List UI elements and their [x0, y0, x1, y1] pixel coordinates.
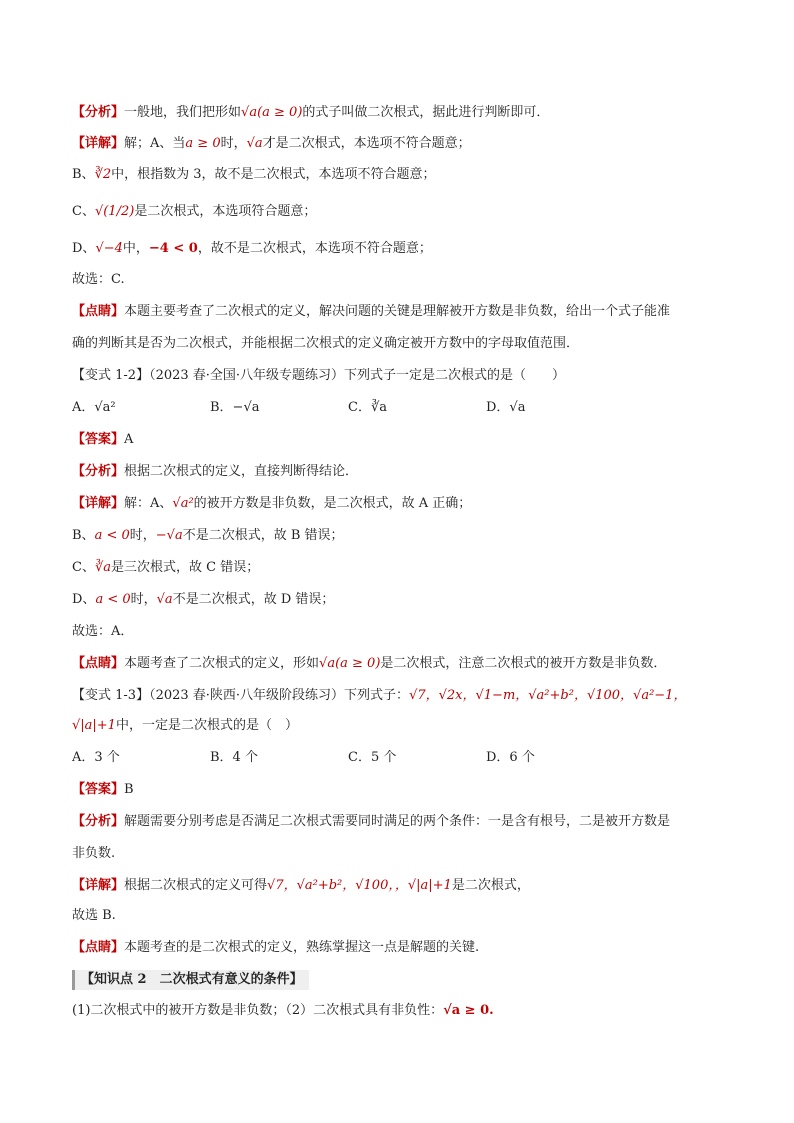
math-expression: a < 0 — [95, 592, 131, 607]
choose-line: 故选：C. — [72, 272, 125, 287]
option-a: A．3 个 — [72, 750, 120, 765]
detail-line-d: D、a < 0时，√a不是二次根式，故 D 错误； — [72, 592, 335, 607]
detail-tag: 【详解】 — [72, 878, 125, 893]
math-expression: −4 < 0 — [148, 241, 198, 256]
math-expression: √−4 — [95, 241, 123, 256]
analysis-line: 【分析】根据二次根式的定义，直接判断得结论． — [72, 464, 359, 479]
answer-tag: 【答案】 — [72, 782, 125, 797]
detail-line: 【详解】解；A、当a ≥ 0时，√a才是二次根式，本选项不符合题意； — [72, 136, 471, 151]
detail-tag: 【详解】 — [72, 496, 125, 511]
analysis-line: 【分析】解题需要分别考虑是否满足二次根式需要同时满足的两个条件：一是含有根号，二是被开方数是 — [72, 814, 671, 829]
math-expression: a ≥ 0 — [185, 136, 221, 151]
analysis-line: 【分析】一般地，我们把形如√a(a ≥ 0)的式子叫做二次根式，据此进行判断即可． — [72, 105, 550, 120]
analysis-line-2: 非负数. — [72, 846, 116, 861]
detail-tag: 【详解】 — [72, 136, 125, 151]
option-b: B．−√a — [210, 400, 260, 415]
options-row — [72, 398, 732, 418]
detail-line-d: D、√−4中，−4 < 0，故不是二次根式，本选项不符合题意； — [72, 241, 432, 256]
detail-line-c: C、√(1/2)是二次根式，本选项符合题意； — [72, 204, 317, 219]
answer-tag: 【答案】 — [72, 432, 125, 447]
math-expression: √(1/2) — [94, 204, 135, 219]
question-title: 【变式 1-3】（2023 春·陕西·八年级阶段练习）下列式子：√7，√2x，√1−m，√a²+b²，√100，√a²−1， — [72, 688, 687, 703]
option-d: D．√a — [486, 400, 526, 415]
option-a: A．√a² — [72, 400, 116, 415]
choose-line: 故选 B. — [72, 908, 116, 923]
question-title: 【变式 1-2】（2023 春·全国·八年级专题练习）下列式子一定是二次根式的是（ ） — [72, 368, 566, 383]
question-title-2: √|a|+1中，一定是二次根式的是（ ） — [72, 718, 298, 733]
comment-line-2: 确的判断其是否为二次根式，并能根据二次根式的定义确定被开方数中的字母取值范围． — [72, 336, 580, 351]
comment-tag: 【点睛】 — [72, 304, 125, 319]
math-expression: −√a — [155, 528, 183, 543]
analysis-tag: 【分析】 — [72, 105, 125, 120]
detail-line-c: C、∛a是三次根式，故 C 错误； — [72, 560, 260, 575]
math-expression: ∛2 — [94, 167, 112, 182]
comment-tag: 【点睛】 — [72, 940, 125, 955]
math-expression: √a — [156, 592, 173, 607]
math-expression: a < 0 — [94, 528, 130, 543]
math-expression: √7，√a²+b²，√100，，√|a|+1 — [267, 878, 452, 893]
option-c: C．∛a — [348, 400, 387, 415]
detail-line-b: B、a < 0时，−√a不是二次根式，故 B 错误； — [72, 528, 344, 543]
comment-line: 【点睛】本题考查的是二次根式的定义，熟练掌握这一点是解题的关键. — [72, 940, 480, 955]
math-expression: √7，√2x，√1−m，√a²+b²，√100，√a²−1， — [409, 688, 687, 703]
math-expression: ∛a — [94, 560, 111, 575]
options-row — [72, 748, 732, 768]
answer-line: 【答案】B — [72, 782, 134, 797]
comment-line: 【点睛】本题主要考查了二次根式的定义，解决问题的关键是理解被开方数是非负数，给出一个式子能准 — [72, 304, 671, 319]
detail-line-b: B、∛2中，根指数为 3，故不是二次根式，本选项不符合题意； — [72, 167, 436, 182]
option-b: B．4 个 — [210, 750, 258, 765]
answer-line: 【答案】A — [72, 432, 134, 447]
math-expression: √a² — [172, 496, 194, 511]
detail-line: 【详解】根据二次根式的定义可得√7，√a²+b²，√100，，√|a|+1是二次根式， — [72, 878, 530, 893]
comment-tag: 【点睛】 — [72, 656, 125, 671]
analysis-tag: 【分析】 — [72, 464, 125, 479]
math-expression: √a ≥ 0. — [443, 1003, 494, 1018]
option-c: C．5 个 — [348, 750, 397, 765]
analysis-tag: 【分析】 — [72, 814, 125, 829]
knowledge-heading: 【知识点 2 二次根式有意义的条件】 — [72, 970, 732, 990]
detail-line: 【详解】解：A、√a²的被开方数是非负数，是二次根式，故 A 正确； — [72, 496, 472, 511]
math-expression: √a — [246, 136, 263, 151]
math-expression: √a(a ≥ 0) — [319, 656, 381, 671]
math-expression: √a(a ≥ 0) — [241, 105, 303, 120]
comment-line: 【点睛】本题考查了二次根式的定义，形如√a(a ≥ 0)是二次根式，注意二次根式的被开方数是非负数． — [72, 656, 667, 671]
math-expression: √|a|+1 — [72, 718, 116, 733]
knowledge-line: (1)二次根式中的被开方数是非负数；（2）二次根式具有非负性：√a ≥ 0. — [72, 1003, 494, 1018]
option-d: D．6 个 — [486, 750, 535, 765]
choose-line: 故选：A． — [72, 624, 134, 639]
